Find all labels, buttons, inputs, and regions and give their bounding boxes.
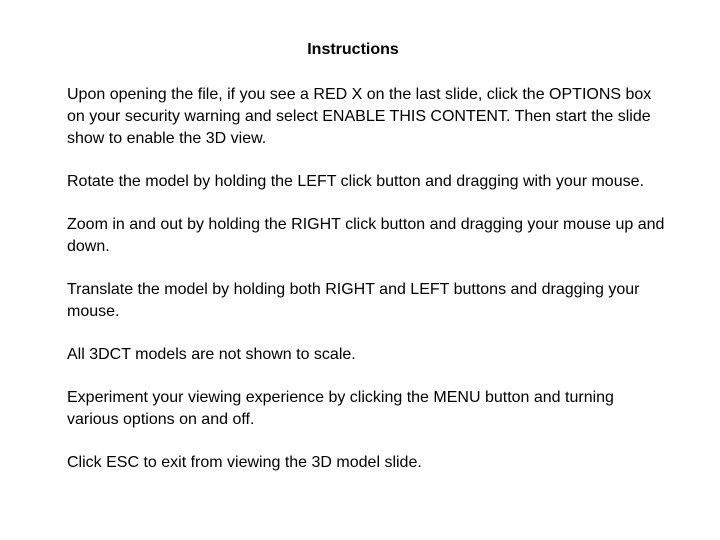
slide-title: Instructions	[307, 41, 399, 58]
paragraph-translate: Translate the model by holding both RIGHT and LEFT buttons and dragging your mouse.	[67, 281, 640, 320]
instructions-body	[67, 84, 667, 495]
paragraph-menu: Experiment your viewing experience by clicking the MENU button and turning various options on and off.	[67, 389, 614, 428]
paragraph-exit: Click ESC to exit from viewing the 3D model slide.	[67, 454, 422, 471]
paragraph-enable-content: Upon opening the file, if you see a RED X on the last slide, click the OPTIONS box on your security warning and select ENABLE THIS CONTENT. Then start the slide show to enable the 3D view.	[67, 86, 652, 147]
paragraph-scale-note: All 3DCT models are not shown to scale.	[67, 346, 356, 363]
paragraph-rotate: Rotate the model by holding the LEFT click button and dragging with your mouse.	[67, 173, 644, 190]
paragraph-zoom: Zoom in and out by holding the RIGHT click button and dragging your mouse up and down.	[67, 216, 665, 255]
